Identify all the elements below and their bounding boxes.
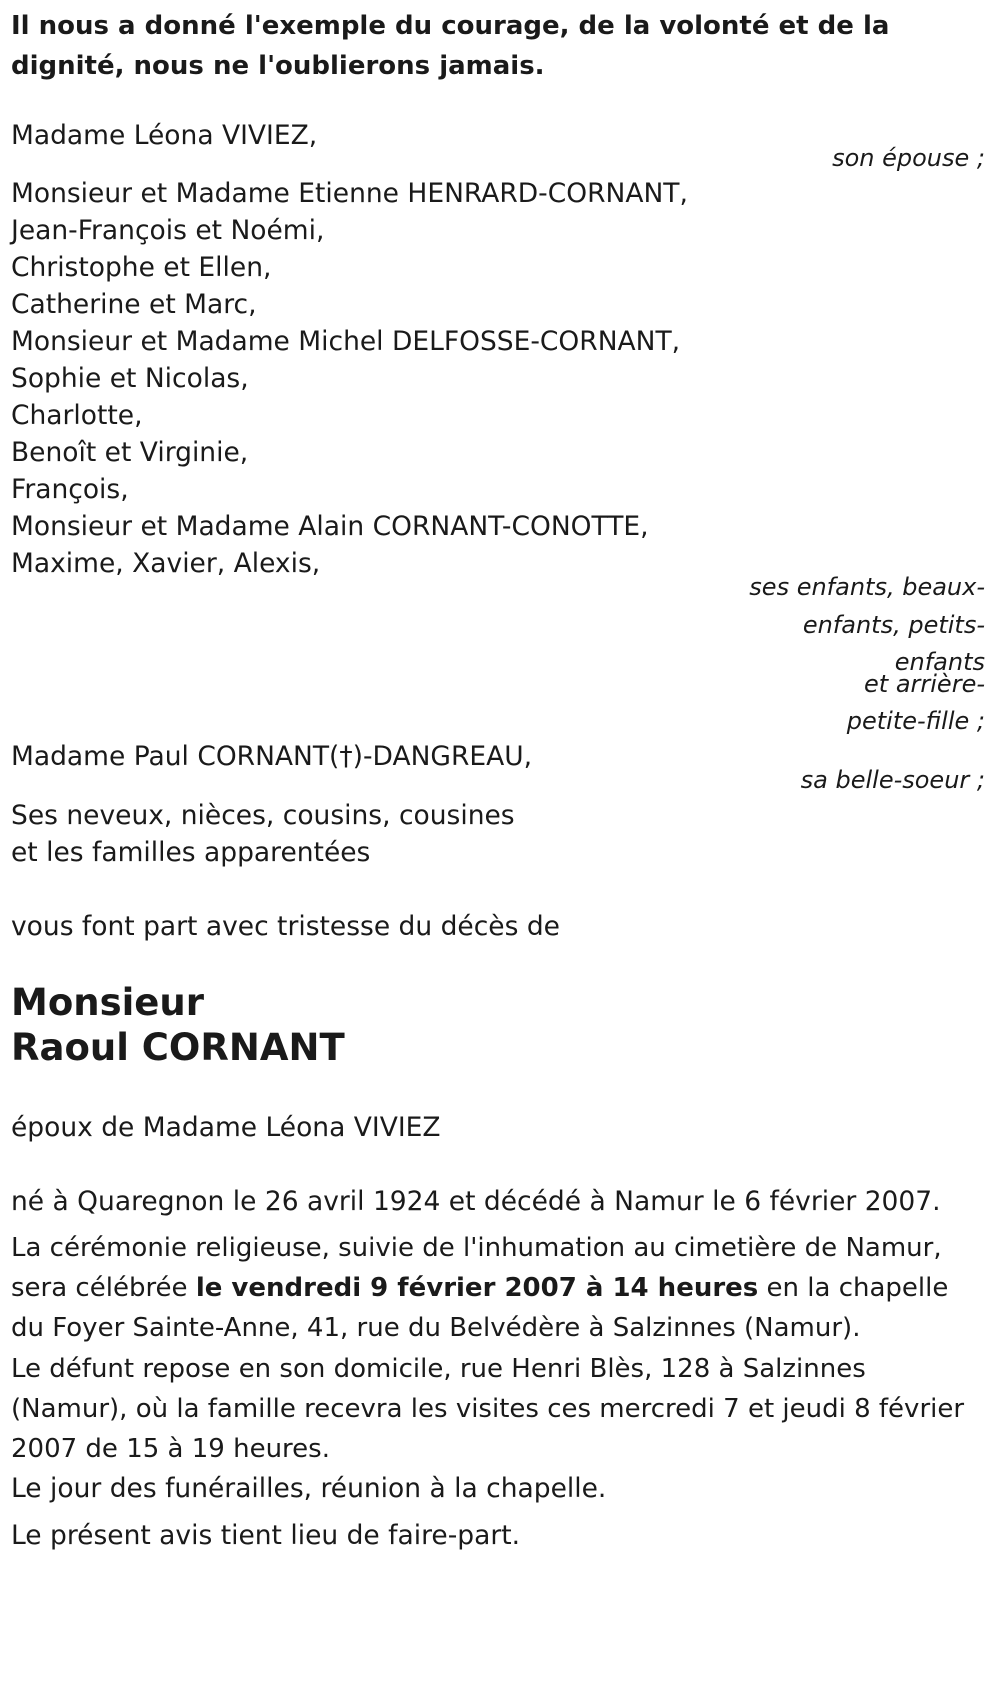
child-line: Jean-François et Noémi, [11, 215, 325, 246]
child-line: Maxime, Xavier, Alexis, [11, 548, 321, 579]
child-line: Sophie et Nicolas, [11, 363, 249, 394]
child-line: Christophe et Ellen, [11, 252, 272, 283]
child-line: Charlotte, [11, 400, 143, 431]
children-role-line: enfants [894, 648, 985, 676]
spouse-name: Madame Léona VIVIEZ, [11, 120, 318, 151]
announcement-line: vous font part avec tristesse du décès de [11, 911, 560, 942]
child-line: Monsieur et Madame Etienne HENRARD-CORNANT, [11, 178, 688, 209]
memorial-quote: Il nous a donné l'exemple du courage, de la volonté et de la dignité, nous ne l'oublierons jamais. [11, 11, 890, 81]
birth-death-line: né à Quaregnon le 26 avril 1924 et décédé à Namur le 6 février 2007. [11, 1186, 941, 1217]
spouse-role: son épouse ; [832, 144, 985, 172]
deceased-name: Raoul CORNANT [11, 1026, 345, 1069]
relatives-line: et les familles apparentées [11, 837, 371, 868]
notice-line: Le présent avis tient lieu de faire-part. [11, 1520, 521, 1551]
children-role-line: petite-fille ; [846, 707, 985, 735]
funeral-day-line: Le jour des funérailles, réunion à la chapelle. [11, 1473, 607, 1504]
children-role-line: ses enfants, beaux- [749, 573, 985, 601]
child-line: Monsieur et Madame Michel DELFOSSE-CORNANT, [11, 326, 681, 357]
child-line: François, [11, 474, 129, 505]
child-line: Catherine et Marc, [11, 289, 257, 320]
children-role-line: enfants, petits- [802, 611, 985, 639]
sister-in-law-name: Madame Paul CORNANT(†)-DANGREAU, [11, 741, 533, 772]
ceremony-text: La cérémonie religieuse, suivie de l'inhumation au cimetière de Namur, sera célébrée [11, 1233, 942, 1303]
deceased-title: Monsieur [11, 981, 204, 1024]
child-line: Benoît et Virginie, [11, 437, 249, 468]
ceremony-paragraph [11, 1228, 986, 1348]
relatives-line: Ses neveux, nièces, cousins, cousines [11, 800, 515, 831]
ceremony-location: en la chapelle du Foyer Sainte-Anne, 41, rue du Belvédère à Salzinnes (Namur). [11, 1273, 949, 1343]
child-line: Monsieur et Madame Alain CORNANT-CONOTTE, [11, 511, 649, 542]
ceremony-date-time: le vendredi 9 février 2007 à 14 heures [195, 1273, 759, 1303]
visits-paragraph: Le défunt repose en son domicile, rue Henri Blès, 128 à Salzinnes (Namur), où la famille recevra les visites ces mercredi 7 et jeudi 8 février 2007 de 15 à 19 heures. [11, 1354, 965, 1464]
children-role-line: et arrière- [864, 670, 985, 698]
sister-in-law-role: sa belle-soeur ; [800, 766, 985, 794]
husband-of-line: époux de Madame Léona VIVIEZ [11, 1112, 441, 1143]
